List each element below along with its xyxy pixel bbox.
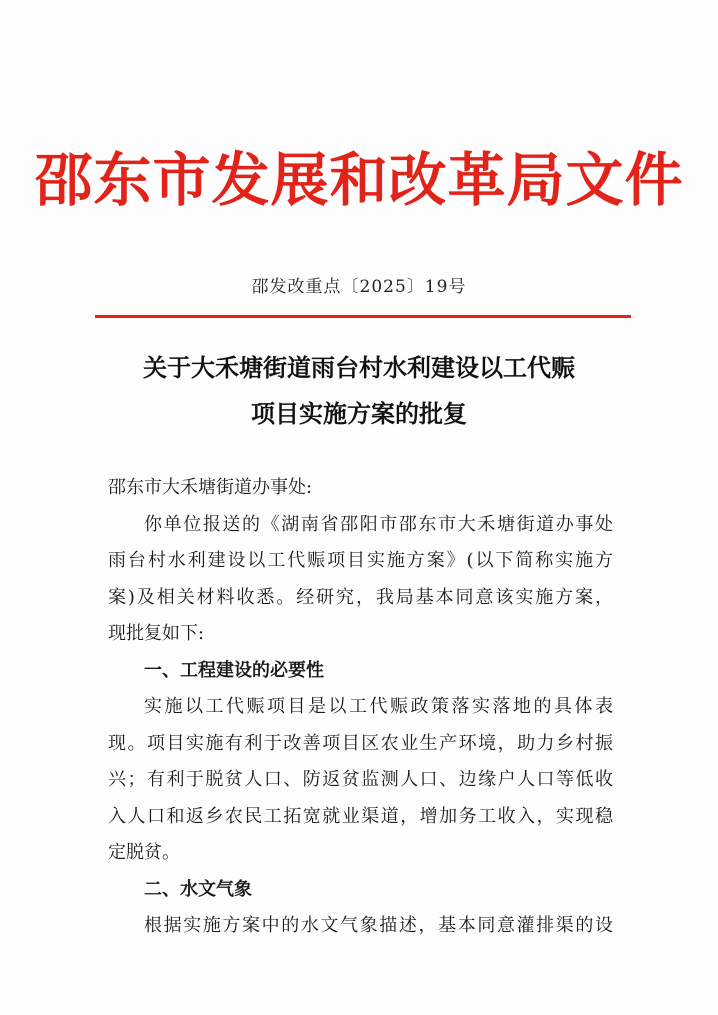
document-number: 邵发改重点〔2025〕19号	[251, 277, 467, 297]
section-1-heading: 一、工程建设的必要性	[144, 659, 324, 681]
paragraph-1-line: 案)及相关材料收悉。经研究，我局基本同意该实施方案，	[108, 586, 613, 608]
paragraph-2-line: 实施以工代赈项目是以工代赈政策落实落地的具体表	[144, 696, 613, 717]
paragraph-2-line: 入人口和返乡农民工拓宽就业渠道，增加务工收入，实现稳	[108, 805, 613, 827]
paragraph-2-line: 现。项目实施有利于改善项目区农业生产环境，助力乡村振	[108, 732, 613, 754]
paragraph-2-line: 定脱贫。	[108, 842, 180, 863]
salutation: 邵东市大禾塘街道办事处:	[108, 477, 313, 498]
document-body	[108, 470, 613, 945]
header-red-divider	[95, 315, 631, 318]
document-title-line-2: 项目实施方案的批复	[251, 399, 467, 428]
paragraph-1-line: 你单位报送的《湖南省邵阳市邵东市大禾塘街道办事处	[144, 513, 613, 535]
section-2-heading: 二、水文气象	[144, 878, 252, 900]
paragraph-2-line: 兴；有利于脱贫人口、防返贫监测人口、边缘户人口等低收	[108, 769, 613, 790]
paragraph-1-line: 现批复如下:	[108, 623, 205, 644]
issuing-organization-title: 邵东市发展和改革局文件	[34, 146, 684, 214]
document-title	[0, 345, 718, 437]
document-title-line-1: 关于大禾塘街道雨台村水利建设以工代赈	[143, 353, 575, 382]
paragraph-3-line: 根据实施方案中的水文气象描述，基本同意灌排渠的设	[144, 915, 613, 936]
paragraph-1-line: 雨台村水利建设以工代赈项目实施方案》(以下简称实施方	[108, 550, 613, 571]
